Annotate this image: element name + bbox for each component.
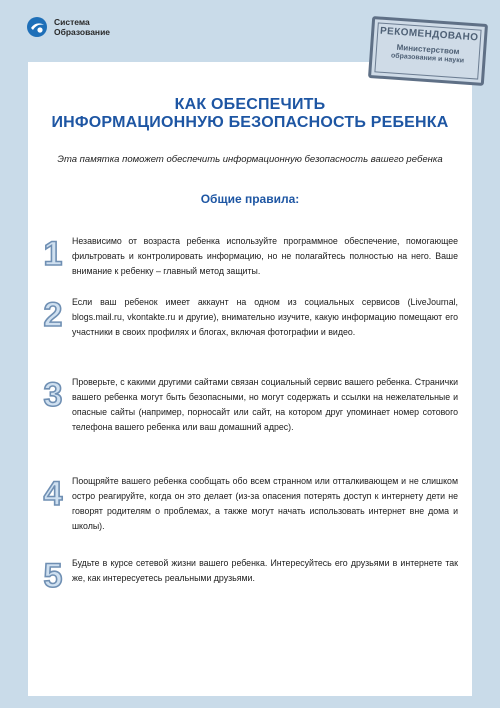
- stamp-line-1: РЕКОМЕНДОВАНО: [379, 25, 479, 44]
- stamp-border: [374, 22, 481, 79]
- rule-text: Проверьте, с какими другими сайтами связан социальный сервис вашего ребенка. Странички вашего ребенка могут быть безопасными, но могут содержать и ссылки на нежелательные и опасные сайты (например, порносайт или сайт, на котором друг упоминает номер сотового телефона вашего ребенка или ваш домашний адрес).: [72, 377, 458, 432]
- number-2-icon: [40, 295, 66, 333]
- document-title: [28, 96, 472, 132]
- stamp-line-2: Министерством: [396, 42, 460, 57]
- logo-mark-icon: [26, 16, 48, 38]
- rule-text: Независимо от возраста ребенка используйте программное обеспечение, помогающее фильтровать и контролировать информацию, но не полагайтесь полностью на него. Ваше внимание к ребенку – главный метод защиты.: [72, 236, 458, 276]
- number-3-icon: [40, 375, 66, 413]
- number-5-icon: [40, 556, 66, 594]
- svg-text:4: 4: [43, 475, 63, 512]
- logo-text: [54, 17, 110, 37]
- title-line-2: ИНФОРМАЦИОННУЮ БЕЗОПАСНОСТЬ РЕБЕНКА: [51, 114, 449, 131]
- logo-line-2: Образование: [54, 27, 111, 37]
- logo-line-1: Система: [54, 17, 90, 27]
- rule-item: [28, 295, 472, 337]
- recommended-stamp: [368, 16, 488, 86]
- number-1-icon: [40, 234, 66, 272]
- section-heading: Общие правила:: [200, 192, 300, 206]
- number-4-icon: [40, 474, 66, 512]
- stamp-line-3: образования и науки: [390, 52, 465, 65]
- svg-text:2: 2: [43, 296, 63, 333]
- document-sheet: [28, 62, 472, 696]
- svg-text:5: 5: [43, 557, 63, 594]
- svg-text:3: 3: [43, 376, 63, 413]
- rule-item: [28, 474, 472, 531]
- svg-text:1: 1: [43, 235, 63, 272]
- rule-item: [28, 375, 472, 432]
- rule-text: Будьте в курсе сетевой жизни вашего ребенка. Интересуйтесь его друзьями в интернете так же, как интересуетесь реальными друзьями.: [72, 558, 458, 583]
- rule-text: Поощряйте вашего ребенка сообщать обо всем странном или отталкивающем и не слишком остро реагируйте, когда он это делает (из-за опасения потерять доступ к интернету дети не говорят родителям о проблемах, а также могут начать использовать интернет вне дома и школы).: [72, 476, 458, 531]
- title-line-1: КАК ОБЕСПЕЧИТЬ: [174, 96, 326, 113]
- system-education-logo: [26, 16, 110, 38]
- document-subtitle: Эта памятка поможет обеспечить информационную безопасность вашего ребенка: [57, 154, 443, 165]
- rule-text: Если ваш ребенок имеет аккаунт на одном из социальных сервисов (LiveJournal, blogs.mail.ru, vkontakte.ru и другие), внимательно изучите, какую информацию помещают его участники в своих профилях и блогах, включая фотографии и видео.: [72, 297, 458, 337]
- rule-item: [28, 234, 472, 276]
- rule-item: [28, 556, 472, 594]
